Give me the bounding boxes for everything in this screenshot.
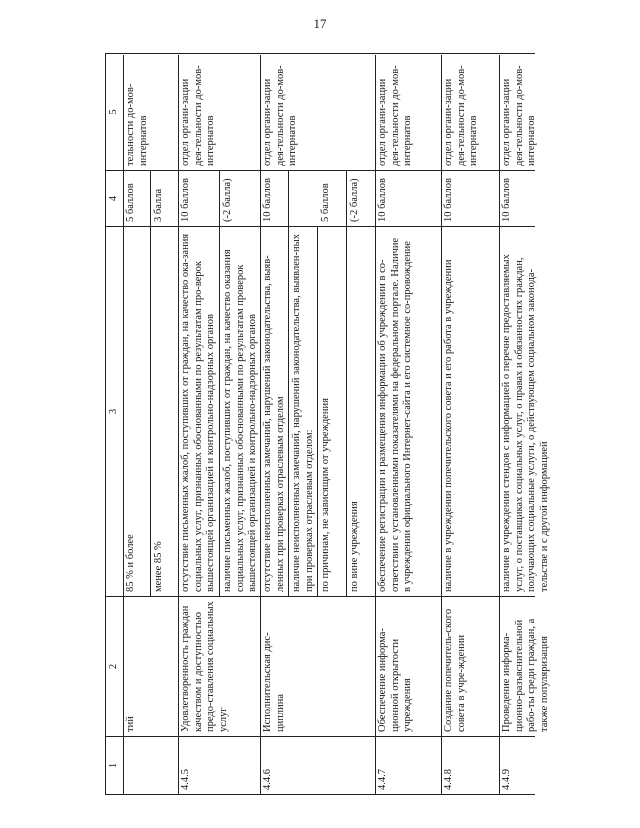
responsible-cell: отдел органи-зации дея-тельности до-мов-интернатов [443,65,479,166]
criterion: отсутствие неисполненных замечаний, нарушений законодательства, выяв-ленных при проверках отраслевым отделом [262,255,286,592]
row-number: 4.4.7 [375,736,441,794]
criteria-cell [260,226,375,596]
row-number [123,736,178,794]
header-col-1: 1 [106,736,124,794]
responsible-cell: отдел органи-зации дея-тельности до-мов-интернатов [262,65,298,166]
indicator-name: Исполнительская дис-циплина [260,596,375,736]
row-number: 4.4.5 [178,736,260,794]
page-number: 17 [313,16,327,31]
points-cell [123,170,178,226]
header-col-4: 4 [106,170,124,226]
table-row [123,53,178,795]
points: 10 баллов [375,170,441,226]
criterion: наличие в учреждении попечительского совета и его работа в учреждении [441,226,499,596]
responsible-cell: отдел органи-зации дея-тельности до-мов-интернатов [180,65,216,166]
responsible-cell: отдел органи-зации дея-тельности до-мов-интернатов [501,65,537,166]
row-number: 4.4.9 [499,736,535,794]
header-col-5: 5 [108,109,119,115]
responsible-cell: отдел органи-зации дея-тельности до-мов-интернатов [377,65,413,166]
criteria-cell [178,226,260,596]
criterion: менее 85 % [153,541,164,592]
criterion: по причинам, не зависящим от учреждения [320,398,331,592]
points: 3 балла [153,188,164,222]
header-col-3: 3 [106,226,124,596]
table-row [260,53,375,795]
table-row [375,53,441,795]
responsible-cell: тельности до-мов-интернатов [125,83,149,166]
header-col-2: 2 [106,596,124,736]
indicator-name: Проведение информа-ционно-разъяснительной рабо-ты среди граждан, а также популяризация [499,596,535,736]
rotated-table [105,55,550,795]
criterion: отсутствие письменных жалоб, поступивших от граждан, на качество ока-зания социальных услуг, признанных обоснованными по результатам про-верок вышестоящей организацией и контрольно-надзорных органов [180,233,216,592]
criterion: 85 % и более [125,534,136,592]
indicator-name: Удовлетворенность граждан качеством и доступностью предо-ставления социальных услуг [178,596,260,736]
criterion: наличие в учреждении стендов с информацией о перечне предоставляемых услуг, о поставщиках социальных услуг, о правах и обязанностях граждан, получающих социальные услуги, о действующем социальном законода-тельстве и с другой информацией [499,226,535,596]
points: 10 баллов [499,170,535,226]
row-number: 4.4.8 [441,736,499,794]
indicator-name: Обеспечение информа-ционной открытости учреждения [375,596,441,736]
points: (-2 балла) [349,178,360,222]
points: 10 баллов [441,170,499,226]
points: 5 баллов [320,183,331,222]
row-number: 4.4.6 [260,736,375,794]
points-cell [260,170,375,226]
criterion: наличие неисполненных замечаний, нарушений законодательства, выявлен-ных при проверках отраслевым отделом: [291,234,315,592]
indicator-name: Создание попечитель-ского совета в учре-ждении [441,596,499,736]
table-row [441,53,499,795]
points: (-2 балла) [222,178,233,222]
criteria-cell [123,226,178,596]
points: 5 баллов [125,183,136,222]
points: 10 баллов [262,178,273,222]
table-row [178,53,260,795]
points-cell [178,170,260,226]
criterion: наличие письменных жалоб, поступивших от граждан, на качество оказания социальных услуг, признанных обоснованными по результатам проверок вышестоящей организацией и контрольно-надзорных органов [222,249,258,592]
indicator-name: тий [123,596,178,736]
table-header [105,53,124,795]
points: 10 баллов [180,178,191,222]
criterion: обеспечение регистрации и размещения информации об учреждении в со-ответствии с установленными показателями на федеральном портале. Наличие в учреждении официального Интернет-сайта и его системное со-провождение [375,226,441,596]
table-row [499,53,550,795]
criterion: по вине учреждения [349,501,360,592]
